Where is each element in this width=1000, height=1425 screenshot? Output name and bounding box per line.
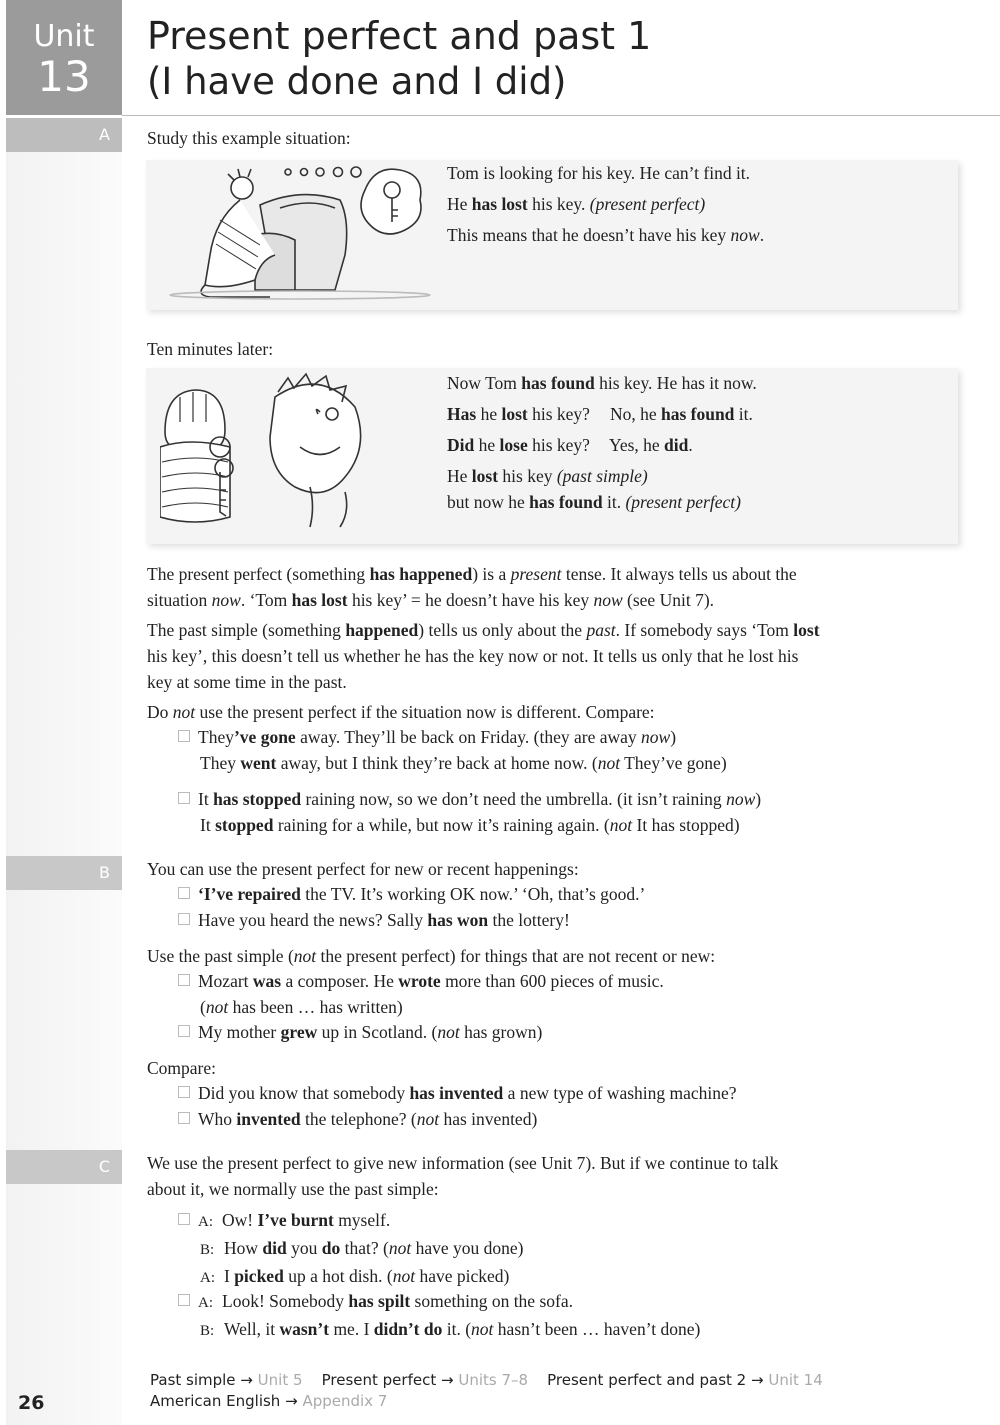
section-b-intro: You can use the present perfect for new or recent happenings: (147, 859, 579, 879)
side-margin (6, 152, 122, 1425)
explanation-present-perfect: The present perfect (something has happened) is a present tense. It always tells us about the situation now. ‘Tom has lost his key’ = he doesn’t have his key now (see Unit 7). (147, 564, 797, 610)
panel-1-line-1: Tom is looking for his key. He can’t find it. (447, 163, 751, 183)
xref-american-english[interactable]: American English → Appendix 7 (150, 1392, 388, 1410)
xref-present-perfect-past-2[interactable]: Present perfect and past 2 → Unit 14 (547, 1371, 823, 1389)
example-stopped-raining: It has stopped raining now, so we don’t need the umbrella. (it isn’t raining now) It stopped raining for a while, but now it’s raining again. (not It has stopped) (178, 786, 958, 838)
section-b-past-simple-rule: Use the past simple (not the present perfect) for things that are not recent or new: (147, 946, 716, 966)
title-divider (122, 115, 1000, 116)
bullet-box (178, 1213, 190, 1225)
tom-searching-illustration (160, 160, 440, 300)
compare-intro: Do not use the present perfect if the situation now is different. Compare: (147, 702, 655, 722)
bullet-box (178, 730, 190, 742)
explanation-past-simple: The past simple (something happened) tells us only about the past. If somebody says ‘Tom lost his key’, this doesn’t tell us whether he has the key now or not. It tells us only that he lost his key at some time in the past. (147, 620, 820, 692)
bullet-box (178, 1025, 190, 1037)
cross-references (150, 1370, 823, 1412)
panel-2-line-3: Did he lose his key? Yes, he did. (447, 435, 693, 455)
xref-present-perfect[interactable]: Present perfect → Units 7–8 (321, 1371, 529, 1389)
dialogue-burnt: A: Ow! I’ve burnt myself. B: How did you do that? (not have you done) A: I picked up a hot dish. (not have picked) (178, 1207, 958, 1291)
unit-badge (6, 0, 122, 115)
dialogue-spilt: A: Look! Somebody has spilt something on the sofa. B: Well, it wasn’t me. I didn’t do it. (not hasn’t been … haven’t done) (178, 1288, 958, 1344)
example-lottery: Have you heard the news? Sally has won the lottery! (178, 907, 958, 933)
example-mozart: Mozart was a composer. He wrote more than 600 pieces of music. (not has been … has written) (178, 968, 958, 1020)
bullet-box (178, 974, 190, 986)
example-washing-machine: Did you know that somebody has invented a new type of washing machine? (178, 1080, 958, 1106)
panel-1-line-3: This means that he doesn’t have his key now. (447, 225, 765, 245)
section-tab-c: C (6, 1150, 122, 1184)
xref-past-simple[interactable]: Past simple → Unit 5 (150, 1371, 303, 1389)
panel-1-text (447, 160, 967, 248)
panel-2-line-4: He lost his key (past simple) (447, 466, 648, 486)
compare-label: Compare: (147, 1058, 217, 1078)
bullet-box (178, 913, 190, 925)
example-scotland: My mother grew up in Scotland. (not has grown) (178, 1019, 958, 1045)
example-repaired-tv: ‘I’ve repaired the TV. It’s working OK now.’ ‘Oh, that’s good.’ (178, 881, 958, 907)
example-telephone: Who invented the telephone? (not has invented) (178, 1106, 958, 1132)
page-title: Present perfect and past 1 (I have done and I did) (147, 14, 652, 103)
unit-label: Unit (33, 19, 95, 54)
panel-2-text (447, 370, 967, 515)
page-number: 26 (18, 1392, 45, 1414)
panel-2-line-5: but now he has found it. (present perfect) (447, 492, 741, 512)
panel-1-line-2: He has lost his key. (present perfect) (447, 194, 706, 214)
section-tab-a: A (6, 118, 122, 152)
bullet-box (178, 792, 190, 804)
bullet-box (178, 887, 190, 899)
bullet-box (178, 1086, 190, 1098)
section-c-intro: We use the present perfect to give new information (see Unit 7). But if we continue to talk about it, we normally use the past simple: (147, 1153, 779, 1199)
intro-text: Study this example situation: (147, 128, 351, 148)
bullet-box (178, 1294, 190, 1306)
example-gone-away: They’ve gone away. They’ll be back on Friday. (they are away now) They went away, but I think they’re back at home now. (not They’ve gone) (178, 724, 958, 776)
unit-number: 13 (37, 52, 91, 101)
later-text: Ten minutes later: (147, 339, 274, 359)
panel-2-line-1: Now Tom has found his key. He has it now. (447, 373, 757, 393)
panel-2-line-2: Has he lost his key? No, he has found it. (447, 404, 753, 424)
tom-with-key-illustration (160, 372, 380, 532)
bullet-box (178, 1112, 190, 1124)
section-tab-b: B (6, 856, 122, 890)
